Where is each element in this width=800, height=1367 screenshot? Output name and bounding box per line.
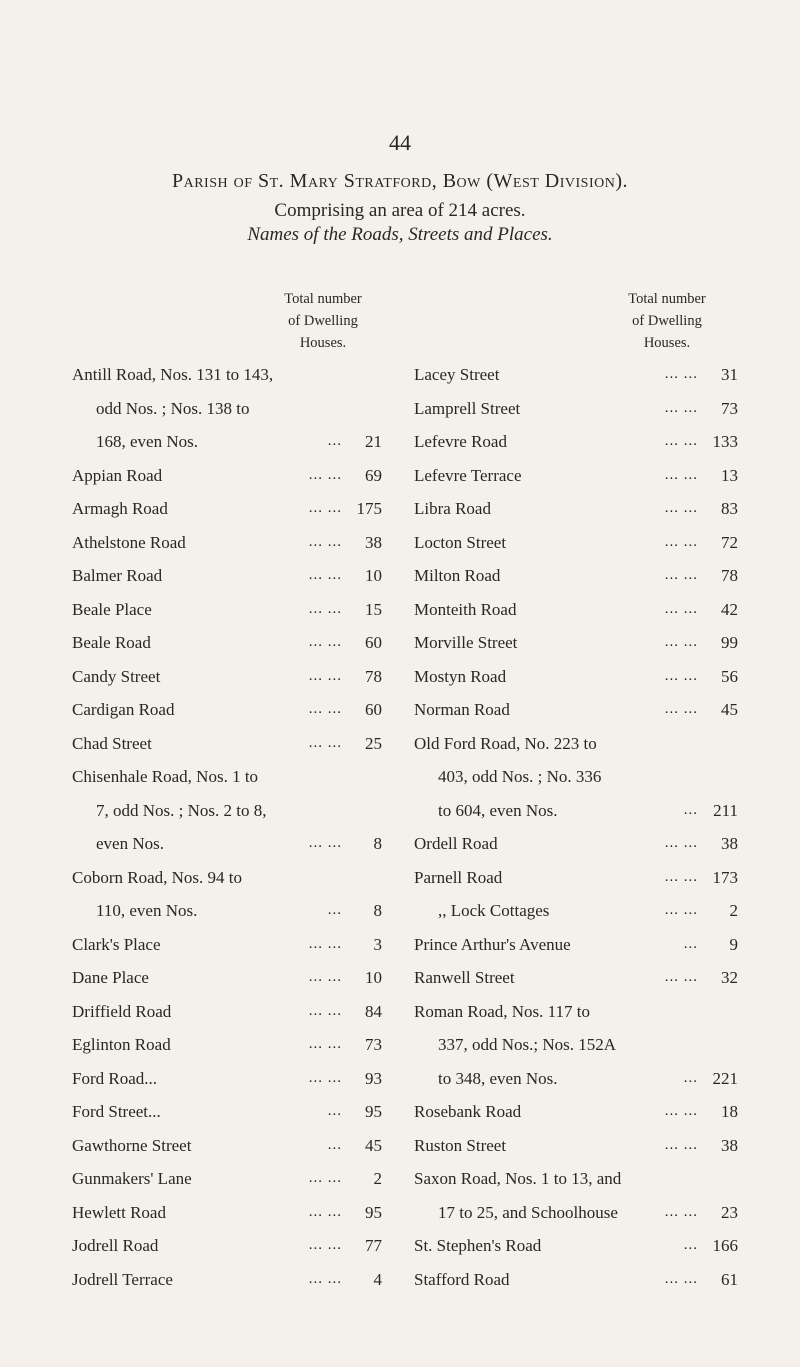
dwelling-count: 2 — [373, 1169, 382, 1188]
road-name: even Nos. — [96, 834, 164, 853]
table-row — [72, 660, 382, 694]
table-row — [72, 1095, 382, 1129]
road-name: Stafford Road — [414, 1269, 510, 1289]
leader-dots: ... ... — [664, 701, 698, 717]
dwelling-count: 78 — [365, 666, 382, 686]
dwelling-count: 38 — [365, 532, 382, 552]
table-row — [72, 392, 382, 426]
table-row — [414, 827, 738, 861]
dwelling-count: 23 — [721, 1202, 738, 1222]
road-name: Gunmakers' Lane — [72, 1169, 192, 1188]
road-name: Roman Road, Nos. 117 to — [414, 1001, 590, 1021]
leader-dots: ... — [683, 801, 698, 818]
road-name: Antill Road, Nos. 131 to 143, — [72, 365, 274, 384]
dwelling-count: 93 — [365, 1068, 382, 1088]
table-row — [72, 593, 382, 627]
leader-dots: ... ... — [308, 1270, 342, 1287]
road-name: 7, odd Nos. ; Nos. 2 to 8, — [96, 800, 267, 820]
road-name: 110, even Nos. — [96, 901, 198, 920]
table-row — [414, 593, 738, 627]
road-name: Lefevre Road — [414, 432, 507, 451]
road-name: Coborn Road, Nos. 94 to — [72, 867, 242, 887]
road-name: Appian Road — [72, 465, 163, 485]
section-subtitle: Names of the Roads, Streets and Places. — [247, 224, 553, 245]
leader-dots: ... ... — [308, 600, 342, 617]
leader-dots: ... ... — [664, 567, 698, 583]
leader-dots: ... — [683, 935, 698, 952]
road-name: Lacey Street — [414, 365, 500, 384]
road-name: Beale Road — [72, 633, 151, 652]
leader-dots: ... ... — [664, 600, 698, 617]
dwelling-count: 38 — [721, 834, 738, 853]
leader-dots: ... ... — [308, 1203, 342, 1220]
leader-dots: ... ... — [308, 734, 342, 751]
table-row — [72, 1028, 382, 1062]
table-row — [72, 693, 382, 727]
dwelling-count: 8 — [373, 901, 382, 920]
table-row — [414, 392, 738, 426]
dwelling-count: 13 — [721, 465, 738, 485]
leader-dots: ... — [327, 1136, 342, 1153]
dwelling-count: 45 — [365, 1135, 382, 1155]
dwelling-count: 73 — [365, 1035, 382, 1054]
road-name: odd Nos. ; Nos. 138 to — [96, 398, 250, 418]
table-row — [72, 961, 382, 995]
table-row — [72, 827, 382, 861]
column-header-line: of Dwelling — [288, 313, 358, 329]
road-name: Ruston Street — [414, 1135, 507, 1155]
road-name: Locton Street — [414, 532, 507, 552]
road-name: Eglinton Road — [72, 1035, 171, 1054]
leader-dots: ... ... — [664, 366, 698, 382]
left-column-list — [72, 358, 382, 1296]
table-row — [414, 492, 738, 526]
dwelling-count: 73 — [721, 398, 738, 418]
road-name: Chisenhale Road, Nos. 1 to — [72, 767, 259, 786]
dwelling-count: 211 — [713, 800, 738, 820]
road-name: Rosebank Road — [414, 1102, 522, 1121]
leader-dots: ... ... — [308, 667, 342, 684]
leader-dots: ... ... — [664, 835, 698, 851]
table-row — [72, 1229, 382, 1263]
table-row — [72, 1129, 382, 1163]
leader-dots: ... ... — [664, 667, 698, 684]
road-name: Lamprell Street — [414, 398, 521, 418]
road-name: ,, Lock Cottages — [438, 901, 550, 920]
table-row — [414, 1229, 738, 1263]
road-name: Hewlett Road — [72, 1202, 166, 1222]
table-row — [72, 861, 382, 895]
table-row — [414, 961, 738, 995]
road-name: Balmer Road — [72, 566, 163, 585]
table-row — [414, 1129, 738, 1163]
dwelling-count: 99 — [721, 633, 738, 652]
leader-dots: ... ... — [664, 1136, 698, 1153]
road-name: Ford Street... — [72, 1102, 161, 1121]
dwelling-count: 175 — [356, 499, 382, 518]
column-header-line: Total number — [628, 291, 706, 307]
road-name: Gawthorne Street — [72, 1135, 192, 1155]
table-row — [414, 1263, 738, 1297]
table-row — [414, 660, 738, 694]
table-row — [414, 459, 738, 493]
leader-dots: ... ... — [308, 1170, 342, 1186]
leader-dots: ... ... — [308, 567, 342, 583]
table-row — [414, 861, 738, 895]
column-header-line: of Dwelling — [632, 313, 702, 329]
area-subtitle: Comprising an area of 214 acres. — [274, 200, 526, 221]
leader-dots: ... ... — [664, 1203, 698, 1220]
dwelling-count: 9 — [729, 934, 738, 954]
table-row — [72, 794, 382, 828]
table-row — [72, 425, 382, 459]
table-row — [72, 1263, 382, 1297]
table-row — [72, 760, 382, 794]
leader-dots: ... — [683, 1069, 698, 1086]
road-name: Libra Road — [414, 499, 491, 518]
table-row — [414, 559, 738, 593]
road-name: Armagh Road — [72, 499, 168, 518]
leader-dots: ... ... — [308, 533, 342, 550]
column-header-line: Houses. — [643, 335, 691, 351]
column-header-left — [238, 288, 408, 354]
road-name: St. Stephen's Road — [414, 1236, 542, 1255]
leader-dots: ... ... — [664, 533, 698, 550]
table-row — [72, 459, 382, 493]
dwelling-count: 56 — [721, 666, 738, 686]
dwelling-count: 25 — [365, 733, 382, 753]
dwelling-count: 60 — [365, 700, 382, 719]
dwelling-count: 133 — [712, 432, 738, 451]
dwelling-count: 31 — [721, 365, 738, 384]
leader-dots: ... ... — [664, 466, 698, 483]
road-name: Ordell Road — [414, 834, 498, 853]
leader-dots: ... ... — [308, 500, 342, 516]
dwelling-count: 10 — [365, 566, 382, 585]
table-row — [414, 1062, 738, 1096]
dwelling-count: 10 — [365, 968, 382, 987]
table-row — [72, 526, 382, 560]
leader-dots: ... ... — [664, 1270, 698, 1287]
leader-dots: ... ... — [308, 634, 342, 650]
leader-dots: ... — [683, 1237, 698, 1253]
road-name: Athelstone Road — [72, 532, 186, 552]
leader-dots: ... ... — [664, 433, 698, 449]
leader-dots: ... — [327, 433, 342, 449]
table-row — [72, 1162, 382, 1196]
leader-dots: ... ... — [664, 399, 698, 416]
road-name: Milton Road — [414, 566, 501, 585]
table-row — [414, 794, 738, 828]
table-row — [72, 995, 382, 1029]
road-name: Monteith Road — [414, 599, 517, 619]
column-header-right — [582, 288, 752, 354]
road-name: Norman Road — [414, 700, 510, 719]
road-name: Old Ford Road, No. 223 to — [414, 733, 597, 753]
table-row — [414, 894, 738, 928]
leader-dots: ... ... — [664, 902, 698, 918]
table-row — [72, 492, 382, 526]
road-name: Chad Street — [72, 733, 152, 753]
road-name: Driffield Road — [72, 1001, 172, 1021]
dwelling-count: 61 — [721, 1269, 738, 1289]
dwelling-count: 32 — [721, 968, 738, 987]
dwelling-count: 15 — [365, 599, 382, 619]
dwelling-count: 4 — [373, 1269, 382, 1289]
table-row — [72, 358, 382, 392]
column-header-line: Houses. — [299, 335, 347, 351]
leader-dots: ... — [327, 1103, 342, 1119]
dwelling-count: 72 — [721, 532, 738, 552]
road-name: Ford Road... — [72, 1068, 157, 1088]
table-row — [414, 1196, 738, 1230]
table-row — [414, 1095, 738, 1129]
road-name: Candy Street — [72, 666, 161, 686]
leader-dots: ... ... — [664, 868, 698, 885]
leader-dots: ... ... — [308, 466, 342, 483]
table-row — [72, 1062, 382, 1096]
table-row — [414, 995, 738, 1029]
dwelling-count: 38 — [721, 1135, 738, 1155]
road-name: Prince Arthur's Avenue — [414, 934, 571, 954]
leader-dots: ... ... — [664, 634, 698, 650]
road-name: 337, odd Nos.; Nos. 152A — [438, 1035, 617, 1054]
road-name: to 348, even Nos. — [438, 1068, 558, 1088]
road-name: Lefevre Terrace — [414, 465, 522, 485]
dwelling-count: 221 — [712, 1068, 738, 1088]
table-row — [414, 727, 738, 761]
dwelling-count: 166 — [712, 1236, 738, 1255]
leader-dots: ... ... — [308, 1237, 342, 1253]
table-row — [72, 727, 382, 761]
road-name: Ranwell Street — [414, 968, 515, 987]
leader-dots: ... ... — [308, 1002, 342, 1019]
road-name: to 604, even Nos. — [438, 800, 558, 820]
table-row — [414, 693, 738, 727]
leader-dots: ... ... — [308, 835, 342, 851]
table-row — [414, 626, 738, 660]
table-row — [414, 760, 738, 794]
table-row — [72, 894, 382, 928]
leader-dots: ... ... — [664, 969, 698, 985]
dwelling-count: 8 — [373, 834, 382, 853]
dwelling-count: 21 — [365, 432, 382, 451]
dwelling-count: 18 — [721, 1102, 738, 1121]
leader-dots: ... ... — [664, 1103, 698, 1119]
column-header-line: Total number — [284, 291, 362, 307]
dwelling-count: 60 — [365, 633, 382, 652]
table-row — [414, 526, 738, 560]
leader-dots: ... ... — [308, 969, 342, 985]
dwelling-count: 95 — [365, 1202, 382, 1222]
dwelling-count: 77 — [365, 1236, 382, 1255]
road-name: Dane Place — [72, 968, 149, 987]
table-row — [414, 1162, 738, 1196]
leader-dots: ... ... — [308, 935, 342, 952]
table-row — [414, 358, 738, 392]
dwelling-count: 69 — [365, 465, 382, 485]
page-number: 44 — [389, 130, 411, 155]
dwelling-count: 173 — [712, 867, 738, 887]
dwelling-count: 83 — [721, 499, 738, 518]
leader-dots: ... — [327, 902, 342, 918]
road-name: 17 to 25, and Schoolhouse — [438, 1202, 618, 1222]
leader-dots: ... ... — [308, 701, 342, 717]
dwelling-count: 3 — [373, 934, 382, 954]
road-name: Saxon Road, Nos. 1 to 13, and — [414, 1169, 622, 1188]
leader-dots: ... ... — [308, 1036, 342, 1052]
road-name: Cardigan Road — [72, 700, 175, 719]
dwelling-count: 45 — [721, 700, 738, 719]
table-row — [72, 928, 382, 962]
table-row — [72, 559, 382, 593]
table-row — [72, 626, 382, 660]
road-name: Morville Street — [414, 633, 518, 652]
table-row — [414, 1028, 738, 1062]
table-row — [414, 928, 738, 962]
road-name: 403, odd Nos. ; No. 336 — [438, 767, 602, 786]
right-column-list — [414, 358, 738, 1296]
dwelling-count: 78 — [721, 566, 738, 585]
road-name: 168, even Nos. — [96, 432, 198, 451]
road-name: Clark's Place — [72, 934, 161, 954]
road-name: Jodrell Terrace — [72, 1269, 173, 1289]
dwelling-count: 84 — [365, 1001, 382, 1021]
page-title: Parish of St. Mary Stratford, Bow (West Division). — [171, 170, 629, 192]
table-row — [414, 425, 738, 459]
dwelling-count: 2 — [729, 901, 738, 920]
dwelling-count: 95 — [365, 1102, 382, 1121]
dwelling-count: 42 — [721, 599, 738, 619]
road-name: Parnell Road — [414, 867, 503, 887]
leader-dots: ... ... — [308, 1069, 342, 1086]
road-name: Beale Place — [72, 599, 152, 619]
road-name: Mostyn Road — [414, 666, 507, 686]
road-name: Jodrell Road — [72, 1236, 159, 1255]
table-row — [72, 1196, 382, 1230]
leader-dots: ... ... — [664, 500, 698, 516]
